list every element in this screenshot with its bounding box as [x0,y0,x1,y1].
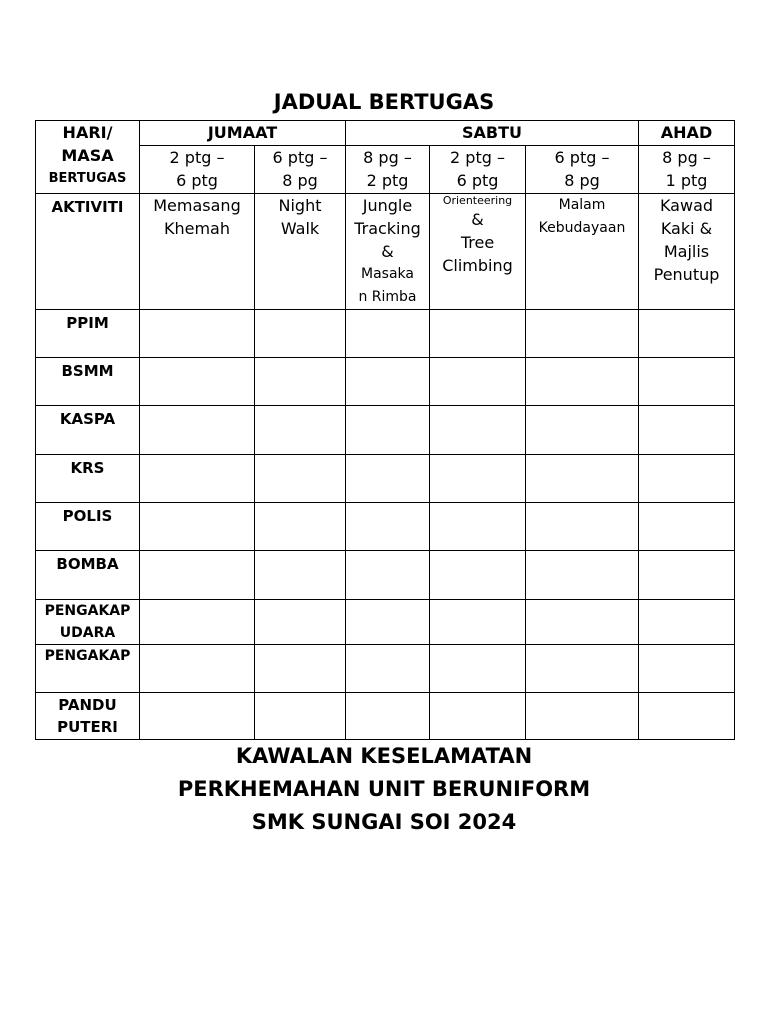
footer-line-1: KAWALAN KESELAMATAN [235,744,533,768]
activity-text: Khemah [163,219,230,238]
duty-cell [526,503,639,551]
unit-label-cell [36,551,140,600]
day-header-jumaat: JUMAAT [140,121,346,146]
duty-cell [526,551,639,600]
activity-text: n Rimba [358,289,417,305]
duty-roster-table [35,120,735,740]
activity-row-label: AKTIVITI [36,194,140,310]
duty-cell [526,310,639,358]
duty-cell [639,358,735,406]
unit-label-cell [36,310,140,358]
day-time-corner-cell [36,121,140,194]
time-start: 2 ptg – [169,148,225,167]
activity-cell [140,194,255,310]
activity-text: Orienteering [442,194,513,207]
activity-row [36,194,735,310]
duty-cell [526,693,639,740]
duty-cell [639,551,735,600]
duty-cell [526,358,639,406]
time-start: 6 ptg – [272,148,328,167]
activity-text: Jungle [362,196,413,215]
unit-label: POLIS [62,507,113,525]
duty-cell [639,503,735,551]
duty-cell [140,358,255,406]
activity-text: & [471,210,484,229]
duty-cell [639,600,735,645]
duty-cell [255,358,346,406]
unit-label-cell [36,503,140,551]
duty-cell [346,645,430,693]
time-end: 1 ptg [665,171,708,190]
table-row [36,600,735,645]
table-row [36,645,735,693]
unit-label-cell [36,645,140,693]
time-start: 8 pg – [363,148,412,167]
unit-label-cell [36,455,140,503]
duty-cell [255,503,346,551]
activity-cell [526,194,639,310]
activity-text: Tree [460,233,495,252]
duty-cell [430,455,526,503]
duty-cell [526,600,639,645]
duty-cell [430,358,526,406]
duty-cell [346,406,430,455]
duty-cell [639,455,735,503]
corner-label-line2: MASA [61,146,114,165]
duty-cell [430,406,526,455]
activity-cell [346,194,430,310]
time-slot-cell [639,146,735,194]
table-row [36,693,735,740]
duty-cell [140,600,255,645]
duty-cell [140,693,255,740]
unit-label-cell [36,406,140,455]
duty-cell [140,406,255,455]
time-slot-cell [346,146,430,194]
duty-cell [430,503,526,551]
duty-cell [430,551,526,600]
duty-cell [430,600,526,645]
activity-text: Tracking [354,219,421,238]
duty-cell [346,551,430,600]
table-row [36,358,735,406]
duty-cell [639,693,735,740]
time-end: 6 ptg [176,171,218,190]
time-end: 2 ptg [366,171,409,190]
document-footer [0,740,768,839]
duty-cell [140,551,255,600]
table-row [36,406,735,455]
duty-cell [255,645,346,693]
unit-label: PANDU [58,696,117,714]
unit-label: PPIM [66,314,109,332]
activity-text: Kebudayaan [538,220,626,236]
time-end: 8 pg [564,171,600,190]
activity-text: Kawad [659,196,714,215]
duty-cell [526,406,639,455]
time-row [36,146,735,194]
unit-label: PENGAKAP [44,603,131,619]
unit-label-cell [36,693,140,740]
day-header-sabtu: SABTU [346,121,639,146]
duty-cell [346,358,430,406]
duty-cell [639,645,735,693]
activity-text: Memasang [153,196,241,215]
duty-cell [526,645,639,693]
unit-label: KASPA [59,410,116,428]
duty-cell [346,503,430,551]
activity-text: Penutup [653,265,720,284]
document-title: JADUAL BERTUGAS [273,90,495,114]
day-header-ahad: AHAD [639,121,735,146]
activity-text: Majlis [663,242,710,261]
time-slot-cell [526,146,639,194]
duty-cell [140,310,255,358]
table-row [36,455,735,503]
table-row [36,310,735,358]
unit-label-cell [36,358,140,406]
duty-cell [639,406,735,455]
time-end: 6 ptg [456,171,499,190]
activity-text: Night [278,196,322,215]
activity-text: Masaka [361,266,414,282]
unit-label-cell [36,600,140,645]
table-row [36,503,735,551]
time-slot-cell [255,146,346,194]
duty-cell [140,455,255,503]
corner-label-line1: HARI/ [62,123,113,142]
activity-text: Walk [280,219,320,238]
duty-cell [140,645,255,693]
duty-cell [346,600,430,645]
duty-cell [255,551,346,600]
time-slot-cell [430,146,526,194]
activity-text: & [381,242,394,261]
duty-cell [255,455,346,503]
duty-cell [255,406,346,455]
duty-cell [346,693,430,740]
footer-line-3: SMK SUNGAI SOI 2024 [251,810,517,834]
unit-label-line2: UDARA [59,625,116,641]
duty-cell [526,455,639,503]
duty-cell [430,645,526,693]
table-row [36,551,735,600]
corner-label-line3: BERTUGAS [48,171,127,186]
time-start: 2 ptg – [450,148,505,167]
time-start: 6 ptg – [554,148,610,167]
duty-cell [255,600,346,645]
duty-cell [255,310,346,358]
activity-cell [430,194,526,310]
duty-cell [346,455,430,503]
day-header-row [36,121,735,146]
activity-text: Climbing [442,256,513,275]
duty-cell [255,693,346,740]
unit-label: KRS [70,459,105,477]
unit-label: BSMM [61,362,114,380]
time-end: 8 pg [282,171,318,190]
activity-text: Malam [558,197,606,213]
time-start: 8 pg – [662,148,711,167]
activity-text: Kaki & [660,219,713,238]
duty-cell [639,310,735,358]
unit-label: PENGAKAP [44,648,131,664]
time-slot-cell [140,146,255,194]
activity-cell [255,194,346,310]
footer-line-2: PERKHEMAHAN UNIT BERUNIFORM [177,777,591,801]
duty-cell [430,310,526,358]
duty-cell [140,503,255,551]
duty-cell [346,310,430,358]
activity-cell [639,194,735,310]
unit-label: BOMBA [56,555,119,573]
unit-label-line2: PUTERI [57,718,118,736]
duty-cell [430,693,526,740]
